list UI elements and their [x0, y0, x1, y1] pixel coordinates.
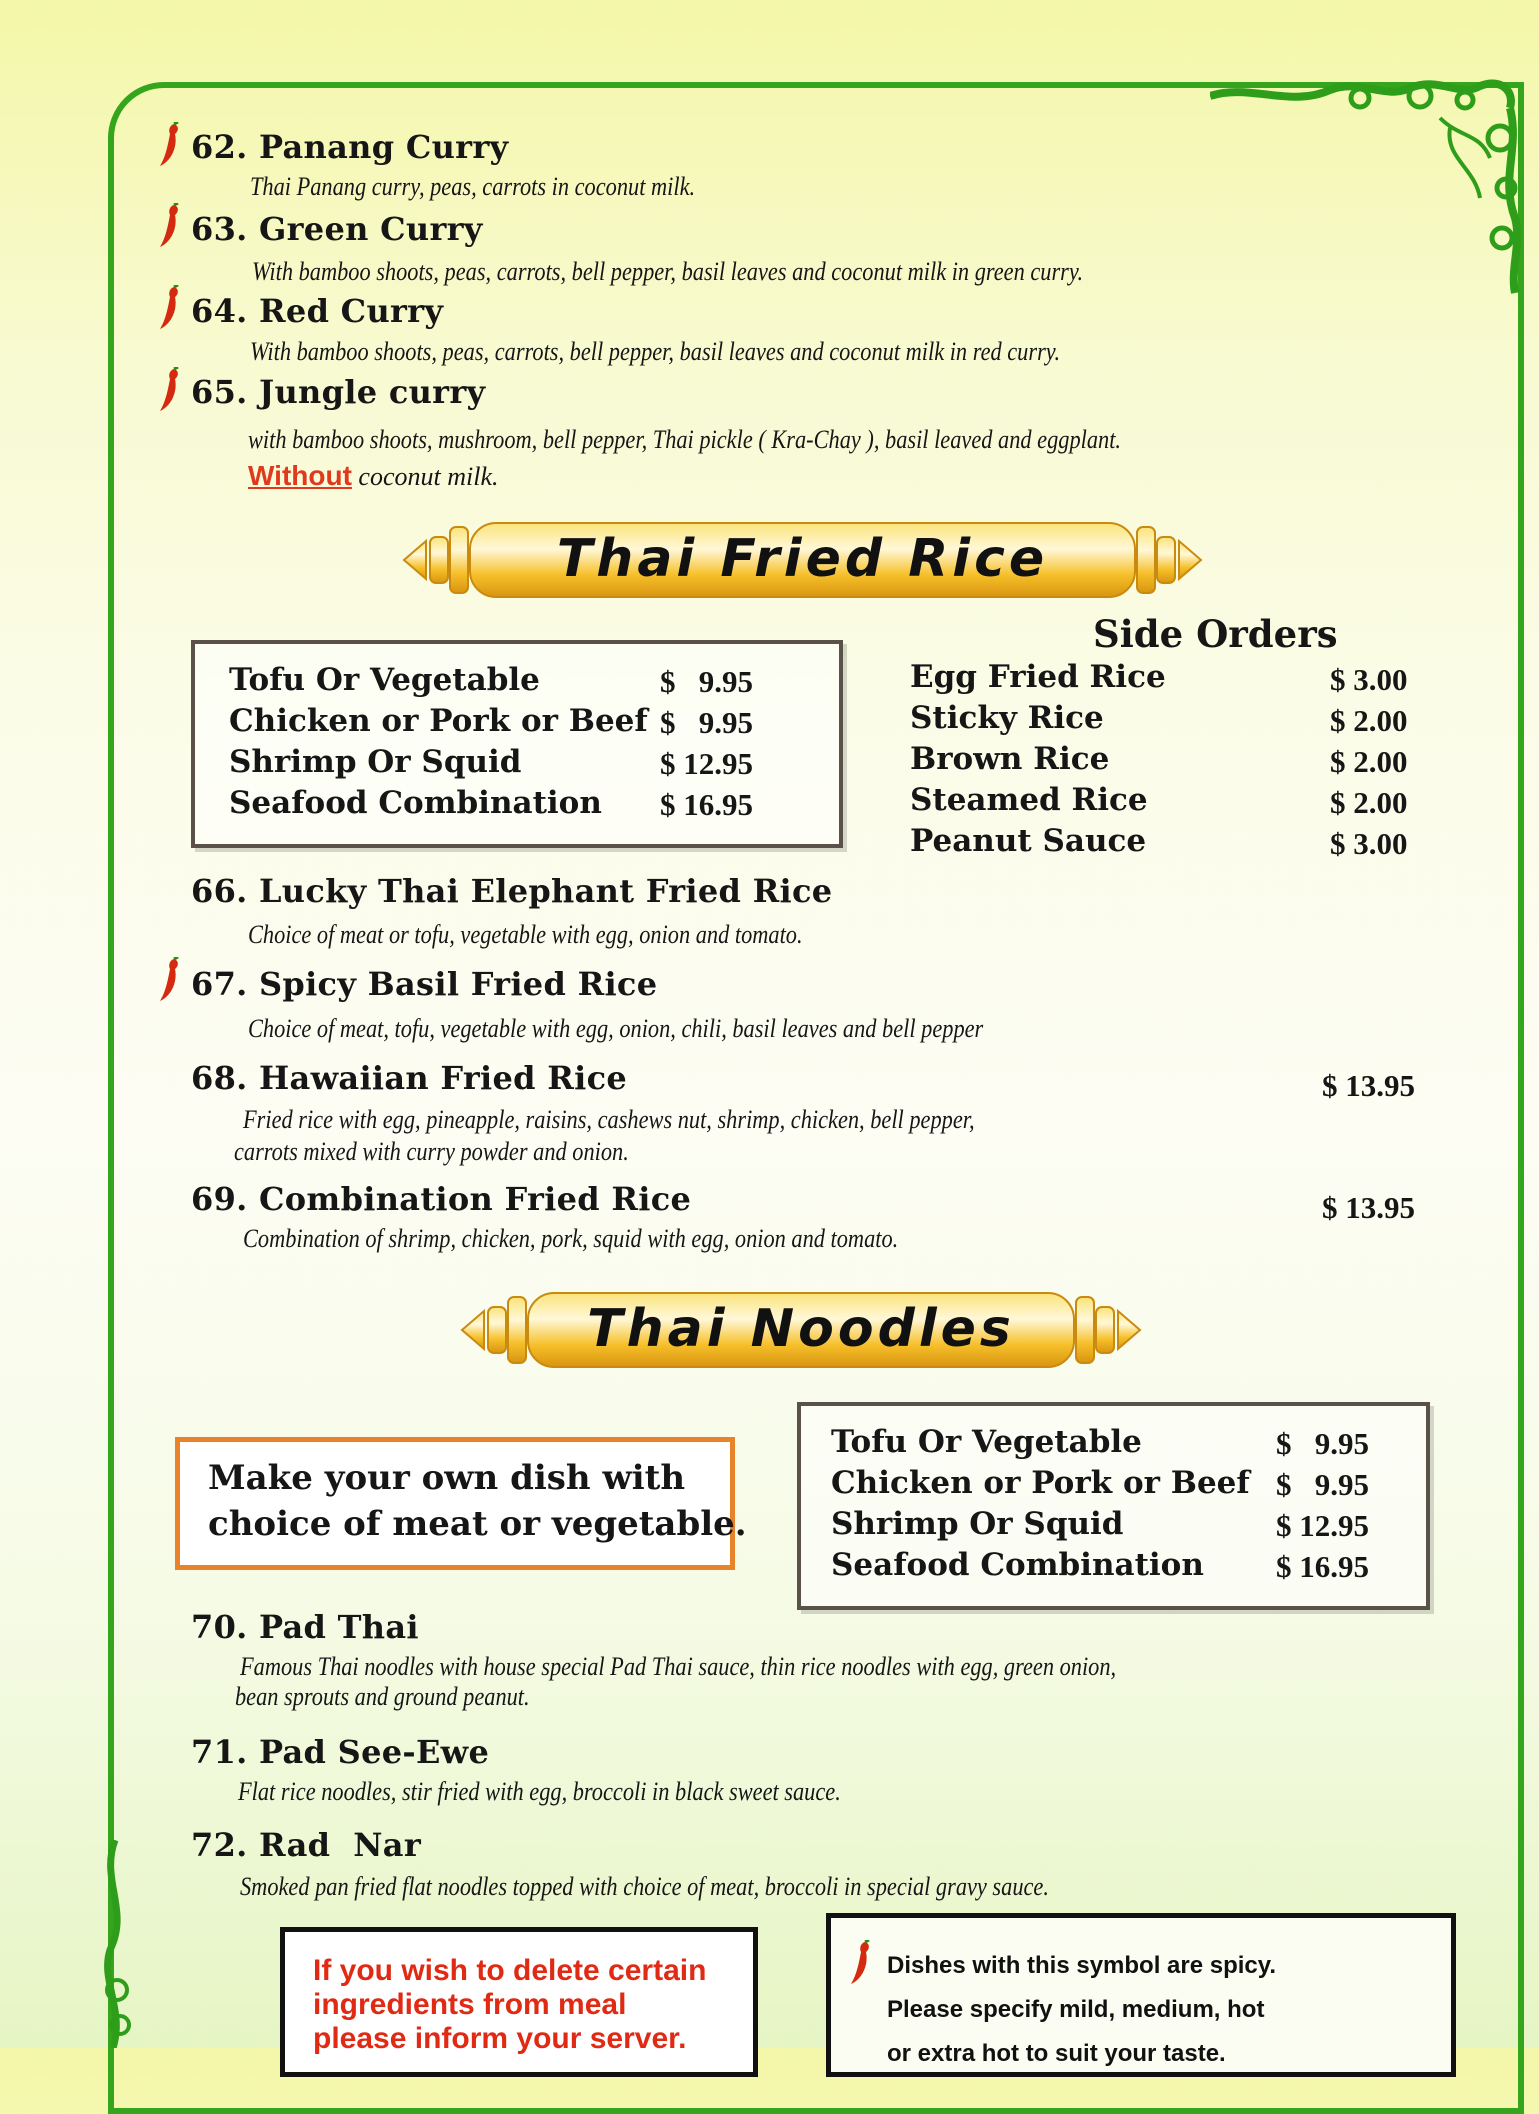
price-option-label: Tofu Or Vegetable — [831, 1424, 1142, 1460]
menu-item-description: Famous Thai noodles with house special Pad Thai sauce, thin rice noodles with egg, green onion, — [240, 1652, 1117, 1681]
side-order-price: $ 2.00 — [1330, 744, 1408, 779]
menu-item-description: Smoked pan fried flat noodles topped with choice of meat, broccoli in special gravy sauce. — [240, 1872, 1049, 1901]
note-line: Dishes with this symbol are spicy. — [887, 1952, 1277, 1979]
menu-item-description: Choice of meat, tofu, vegetable with egg, onion, chili, basil leaves and bell pepper — [248, 1014, 984, 1043]
menu-item-title: 71. Pad See-Ewe — [191, 1733, 490, 1771]
note-line: or extra hot to suit your taste. — [887, 2040, 1226, 2067]
side-order-price: $ 2.00 — [1330, 785, 1408, 820]
menu-item-title: 70. Pad Thai — [191, 1608, 419, 1646]
menu-item-description: Fried rice with egg, pineapple, raisins, cashews nut, shrimp, chicken, bell pepper, — [243, 1105, 975, 1134]
price-option-label: Seafood Combination — [229, 785, 602, 821]
banner-title: Thai Noodles — [587, 1299, 1015, 1359]
side-order-label: Brown Rice — [910, 741, 1110, 777]
corner-ornament-bottom-left — [95, 1840, 155, 2048]
menu-item-description: Flat rice noodles, stir fried with egg, broccoli in black sweet sauce. — [238, 1777, 841, 1806]
chili-pepper-icon — [158, 122, 184, 168]
menu-item-title: 65. Jungle curry — [191, 373, 486, 411]
price-option-label: Shrimp Or Squid — [831, 1506, 1124, 1542]
chili-pepper-icon — [158, 367, 184, 413]
note-rest: coconut milk. — [351, 462, 499, 491]
price-option-value: $ 9.95 — [1276, 1467, 1369, 1502]
price-option-value: $ 16.95 — [660, 787, 753, 822]
chili-pepper-icon — [158, 203, 184, 249]
delete-ingredients-note — [280, 1927, 758, 2077]
price-option-value: $ 9.95 — [660, 705, 753, 740]
menu-item-description: With bamboo shoots, peas, carrots, bell pepper, basil leaves and coconut milk in red curry. — [250, 337, 1061, 366]
menu-item-title: 66. Lucky Thai Elephant Fried Rice — [191, 872, 833, 910]
make-your-own-line: choice of meat or vegetable. — [208, 1504, 747, 1544]
menu-item-title: 63. Green Curry — [191, 210, 483, 248]
note-line: ingredients from meal — [313, 1988, 627, 2021]
menu-item-description: bean sprouts and ground peanut. — [235, 1682, 530, 1711]
menu-item-note — [248, 460, 499, 492]
chili-pepper-icon — [158, 957, 184, 1003]
emphasis-without: Without — [248, 460, 352, 491]
menu-item-description: with bamboo shoots, mushroom, bell pepper, Thai pickle ( Kra-Chay ), basil leaved and eggplant. — [248, 425, 1122, 454]
menu-item-title: 68. Hawaiian Fried Rice — [191, 1059, 628, 1097]
side-order-price: $ 2.00 — [1330, 703, 1408, 738]
fried-rice-price-box — [191, 640, 843, 848]
price-option-label: Chicken or Pork or Beef — [229, 703, 648, 739]
menu-item-price: $ 13.95 — [1322, 1190, 1415, 1225]
chili-pepper-icon — [158, 285, 184, 331]
menu-item-description: Choice of meat or tofu, vegetable with egg, onion and tomato. — [248, 920, 803, 949]
price-option-value: $ 12.95 — [660, 746, 753, 781]
chili-pepper-icon — [849, 1940, 875, 1986]
menu-item-title: 72. Rad Nar — [191, 1826, 421, 1864]
price-option-value: $ 12.95 — [1276, 1508, 1369, 1543]
price-option-label: Shrimp Or Squid — [229, 744, 522, 780]
side-order-price: $ 3.00 — [1330, 662, 1408, 697]
note-line: If you wish to delete certain — [313, 1954, 707, 1987]
price-option-value: $ 16.95 — [1276, 1549, 1369, 1584]
banner-title: Thai Fried Rice — [556, 529, 1049, 589]
side-order-label: Sticky Rice — [910, 700, 1104, 736]
section-banner-noodles — [458, 1285, 1144, 1375]
price-option-label: Tofu Or Vegetable — [229, 662, 540, 698]
spicy-legend-note — [826, 1913, 1456, 2077]
menu-item-description: Combination of shrimp, chicken, pork, squid with egg, onion and tomato. — [243, 1224, 899, 1253]
menu-item-description: carrots mixed with curry powder and onion. — [234, 1137, 629, 1166]
menu-item-description: With bamboo shoots, peas, carrots, bell pepper, basil leaves and coconut milk in green curry. — [252, 257, 1084, 286]
corner-ornament-top-right — [1210, 78, 1530, 298]
side-order-label: Steamed Rice — [910, 782, 1148, 818]
menu-item-price: $ 13.95 — [1322, 1068, 1415, 1103]
side-order-price: $ 3.00 — [1330, 826, 1408, 861]
note-line: please inform your server. — [313, 2022, 687, 2055]
noodles-price-box — [797, 1402, 1430, 1610]
make-your-own-box — [175, 1437, 747, 1570]
menu-item-title: 64. Red Curry — [191, 292, 444, 330]
section-banner-fried-rice — [400, 515, 1205, 605]
side-orders-title: Side Orders — [1093, 612, 1338, 656]
menu-item-title: 69. Combination Fried Rice — [191, 1180, 692, 1218]
price-option-value: $ 9.95 — [660, 664, 753, 699]
price-option-label: Seafood Combination — [831, 1547, 1204, 1583]
note-line: Please specify mild, medium, hot — [887, 1996, 1265, 2023]
price-option-label: Chicken or Pork or Beef — [831, 1465, 1250, 1501]
side-order-label: Egg Fried Rice — [910, 659, 1166, 695]
price-option-value: $ 9.95 — [1276, 1426, 1369, 1461]
menu-item-description: Thai Panang curry, peas, carrots in coconut milk. — [250, 172, 696, 201]
menu-item-title: 67. Spicy Basil Fried Rice — [191, 965, 658, 1003]
side-order-label: Peanut Sauce — [910, 823, 1147, 859]
make-your-own-line: Make your own dish with — [208, 1458, 686, 1498]
menu-item-title: 62. Panang Curry — [191, 128, 509, 166]
